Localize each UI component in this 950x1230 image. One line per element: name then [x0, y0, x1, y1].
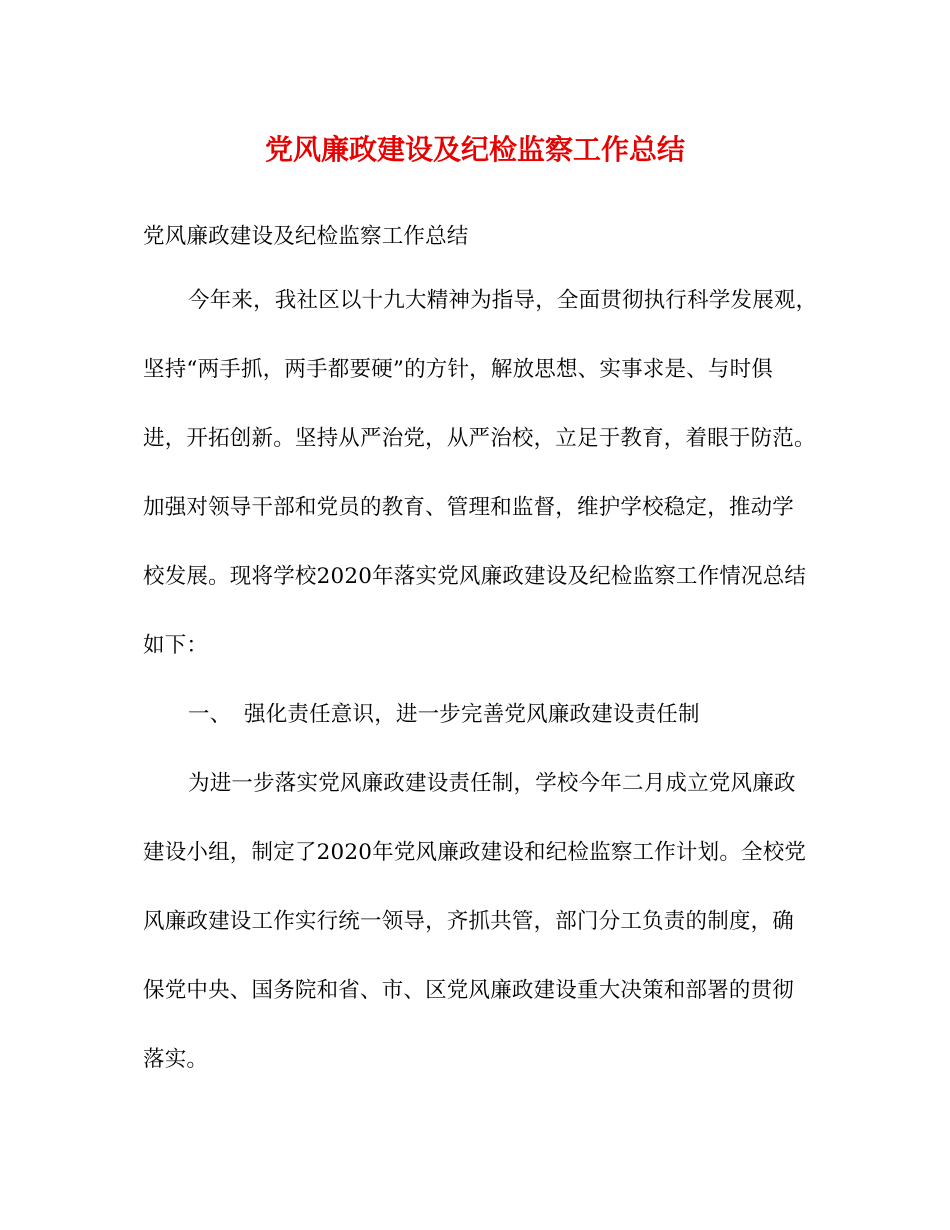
paragraph-1-line-4: 加强对领导干部和党员的教育、管理和监督，维护学校稳定，推动学 [143, 495, 795, 520]
subtitle-line: 党风廉政建设及纪检监察工作总结 [143, 224, 469, 249]
paragraph-1-line-6: 如下： [143, 633, 209, 658]
paragraph-2-line-1: 为进一步落实党风廉政建设责任制，学校今年二月成立党风廉政 [188, 771, 796, 796]
paragraph-1-line-5: 校发展。现将学校2020年落实党风廉政建设及纪检监察工作情况总结 [143, 564, 807, 589]
section-1-heading-text: 强化责任意识，进一步完善党风廉政建设责任制 [244, 702, 700, 727]
paragraph-1-line-3: 进，开拓创新。坚持从严治党，从严治校，立足于教育，着眼于防范。 [143, 426, 816, 451]
document-title: 党风廉政建设及纪检监察工作总结 [264, 133, 685, 166]
paragraph-2-line-3: 风廉政建设工作实行统一领导，齐抓共管，部门分工负责的制度，确 [143, 909, 795, 934]
paragraph-2-line-5: 落实。 [143, 1047, 209, 1072]
section-1-heading [188, 700, 700, 730]
paragraph-2-line-2: 建设小组，制定了2020年党风廉政建设和纪检监察工作计划。全校党 [143, 840, 807, 865]
paragraph-1-line-1: 今年来，我社区以十九大精神为指导，全面贯彻执行科学发展观， [188, 288, 818, 313]
paragraph-1-line-2: 坚持“两手抓，两手都要硬”的方针，解放思想、实事求是、与时俱 [143, 357, 773, 382]
section-1-number: 一、 [188, 702, 232, 727]
paragraph-2-line-4: 保党中央、国务院和省、市、区党风廉政建设重大决策和部署的贯彻 [143, 978, 795, 1003]
